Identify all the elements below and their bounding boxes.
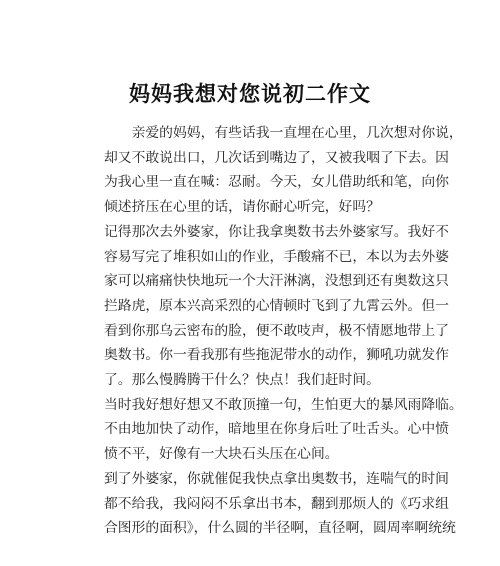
body-line: 家可以痛痛快快地玩一个大汗淋漓，没想到还有奥数这只	[104, 273, 449, 290]
body-line: 不由地加快了动作，暗地里在你身后吐了吐舌头。心中愤	[104, 421, 449, 438]
body-line: 倾述挤压在心里的话，请你耐心听完，好吗？	[104, 199, 380, 216]
body-line: 看到你那乌云密布的脸，便不敢吱声，极不情愿地带上了	[104, 322, 449, 339]
body-line: 到了外婆家，你就催促我快点拿出奥数书，连喘气的时间	[104, 470, 449, 487]
essay-title: 妈妈我想对您说初二作文	[129, 82, 371, 106]
body-line: 当时我好想好想又不敢顶撞一句，生怕更大的暴风雨降临。	[104, 396, 463, 413]
body-line: 合图形的面积》，什么圆的半径啊，直径啊，圆周率啊统统	[104, 520, 456, 537]
body-line: 都不给我，我闷闷不乐拿出书本，翻到那烦人的《巧求组	[104, 495, 449, 512]
body-line: 奥数书。你一看我那有些拖泥带水的动作，狮吼功就发作	[104, 347, 449, 364]
body-line: 却又不敢说出口，几次话到嘴边了，又被我咽了下去。因	[104, 149, 449, 166]
body-line: 拦路虎，原本兴高采烈的心情顿时飞到了九霄云外。但一	[104, 297, 449, 314]
body-line: 为我心里一直在喊：忍耐。今天，女儿借助纸和笔，向你	[104, 174, 449, 191]
body-line: 了。那么慢腾腾干什么？快点！我们赶时间。	[104, 372, 380, 388]
body-line: 容易写完了堆积如山的作业，手酸痛不已，本以为去外婆	[104, 248, 449, 265]
body-line: 愤不平，好像有一大块石头压在心间。	[104, 446, 339, 463]
body-line: 亲爱的妈妈，有些话我一直埋在心里，几次想对你说，	[104, 125, 463, 141]
body-line: 记得那次去外婆家，你让我拿奥数书去外婆家写。我好不	[104, 223, 449, 240]
